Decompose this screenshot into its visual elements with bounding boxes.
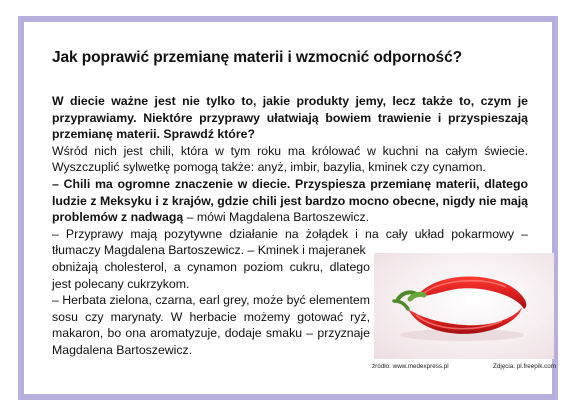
source-credit: źródło: www.medexpress.pl [372, 363, 449, 370]
spices-paragraph-wide: – Przyprawy mają pozytywne działanie na żołądek i na cały układ pokarmowy – tłumaczy Magdalena Bartoszewicz. – Kminek i majeranek [52, 226, 528, 258]
chili-pepper-photo [374, 253, 554, 359]
quote-attribution: – mówi Magdalena Bartoszewicz. [183, 210, 370, 225]
intro-paragraph: W diecie ważne jest nie tylko to, jakie produkty jemy, lecz także to, czym je przyprawiamy. Niektóre przyprawy ułatwiają bowiem trawienie i przyspieszają przemianę materii. Sprawdź które? [52, 94, 528, 142]
article-title: Jak poprawić przemianę materii i wzmocnić odporność? [52, 49, 462, 66]
chili-pepper-illustration [374, 253, 554, 359]
photo-credit: Zdjęcia: pl.freepik.com [493, 363, 556, 370]
quote-paragraph [52, 176, 528, 226]
chili-paragraph: Wśród nich jest chili, która w tym roku ma królować w kuchni na całym świecie. Wyszczuplić sylwetkę pomogą także: anyż, imbir, bazylia, kminek czy cynamon. [52, 143, 528, 175]
tea-paragraph: – Herbata zielona, czarna, earl grey, może być elementem sosu czy marynaty. W herbacie możemy gotować ryż, makaron, bo ona aromatyzuje, dodaje smaku – przyznaje Magdalena Bartoszewicz. [52, 293, 370, 357]
photo-credits [372, 363, 556, 370]
quote-bold-text: – Chili ma ogromne znaczenie w diecie. Przyspiesza przemianę materii, dlatego ludzie z Meksyku i z krajów, gdzie chili jest bardzo mocno obecne, nigdy nie mają problemów z nadwagą [52, 176, 528, 225]
spices-paragraph-narrow: obniżają cholesterol, a cynamon poziom cukru, dlatego jest polecany cukrzykom. [52, 259, 370, 291]
